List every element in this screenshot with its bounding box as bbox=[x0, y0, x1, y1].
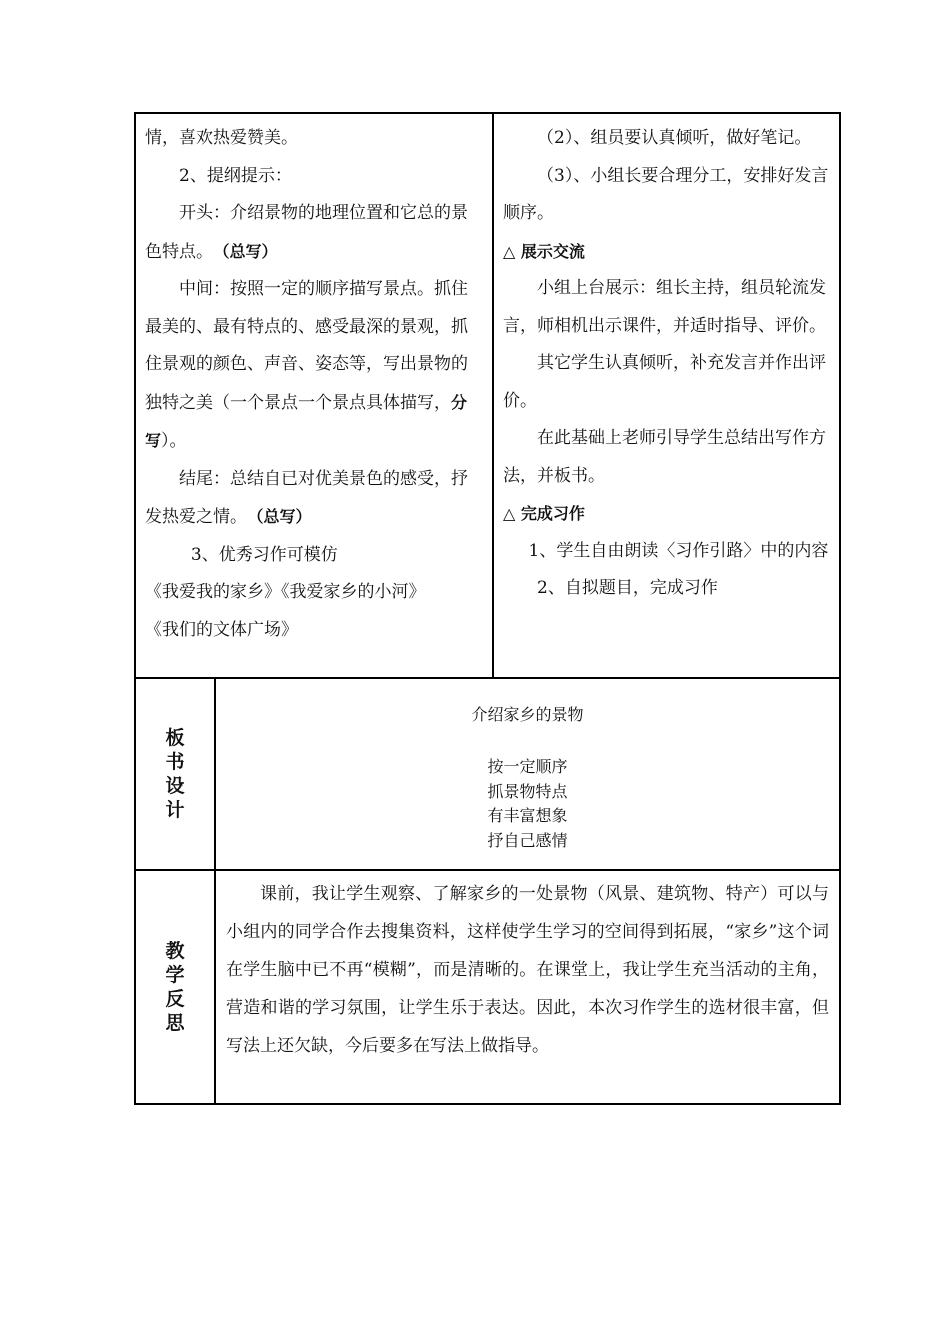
model-essays-heading: 3、优秀习作可模仿 bbox=[190, 544, 338, 565]
left-line-1: 情，喜欢热爱赞美。 bbox=[145, 128, 298, 148]
right-content-cell bbox=[493, 113, 840, 678]
outline-ending: 结尾：总结自已对优美景色的感受，抒发热爱之情。 （总写） bbox=[145, 468, 468, 527]
summary-text: 在此基础上老师引导学生总结出写作方法，并板书。 bbox=[503, 428, 827, 486]
board-line-3: 有丰富想象 bbox=[487, 806, 568, 825]
reflection-content bbox=[215, 870, 840, 1104]
lesson-plan-document bbox=[134, 112, 839, 1105]
writing-step-1: 1、学生自由朗读〈习作引路〉中的内容 bbox=[528, 540, 829, 561]
summary-tag-opening: （总写） bbox=[221, 241, 278, 261]
outline-middle: 中间：按照一定的顺序描写景点。抓住最美的、最有特点的、感受最深的景观，抓住景观的颜色、声音、姿态等，写出景物的独特之美（一个景点一个景点具体描写，分写）。 bbox=[145, 279, 468, 451]
outline-opening: 开头：介绍景物的地理位置和它总的景色特点。 （总写） bbox=[145, 203, 468, 262]
teaching-process-row bbox=[135, 113, 840, 678]
board-design-label: 板 书 设 计 bbox=[135, 678, 215, 870]
board-line-1: 按一定顺序 bbox=[487, 757, 568, 776]
model-essays-line-1: 《我爱我的家乡》《我爱家乡的小河》 bbox=[145, 582, 426, 602]
left-content-cell bbox=[135, 113, 493, 678]
board-line-4: 抒自己感情 bbox=[487, 830, 568, 850]
outline-heading: 2、提纲提示： bbox=[179, 165, 292, 186]
evaluation-text: 其它学生认真倾听，补充发言并作出评价。 bbox=[503, 353, 827, 411]
writing-step-2: 2、自拟题目，完成习作 bbox=[537, 578, 718, 598]
reflection-row bbox=[135, 870, 840, 1104]
reflection-label: 教 学 反 思 bbox=[135, 870, 215, 1104]
board-design-content bbox=[215, 678, 840, 870]
section-heading-writing: △ 完成习作 bbox=[503, 504, 585, 523]
board-title: 介绍家乡的景物 bbox=[471, 705, 584, 724]
summary-tag-ending: （总写） bbox=[255, 507, 312, 526]
group-rule-2: （2）、组员要认真倾听，做好笔记。 bbox=[537, 128, 812, 148]
board-design-row bbox=[135, 678, 840, 870]
group-rule-3: （3）、小组长要合理分工，安排好发言顺序。 bbox=[503, 165, 829, 223]
lesson-table bbox=[134, 112, 841, 1105]
reflection-text: 课前，我让学生观察、了解家乡的一处景物（风景、建筑物、特产）可以与小组内的同学合作去搜集资料，这样使学生学习的空间得到拓展，“家乡”这个词在学生脑中已不再“模糊”，而是清晰的。在课堂上，我让学生充当活动的主角，营造和谐的学习氛围，让学生乐于表达。因此，本次习作学生的选材很丰富，但写法上还欠缺，今后要多在写法上做指导。 bbox=[226, 884, 830, 1056]
model-essays-line-2: 《我们的文体广场》 bbox=[145, 619, 298, 640]
detail-tag-middle: 分写 bbox=[145, 392, 468, 450]
section-heading-presentation: △ 展示交流 bbox=[503, 241, 585, 261]
board-line-2: 抓景物特点 bbox=[487, 781, 568, 801]
presentation-text: 小组上台展示：组长主持，组员轮流发言，师相机出示课件，并适时指导、评价。 bbox=[503, 278, 827, 336]
